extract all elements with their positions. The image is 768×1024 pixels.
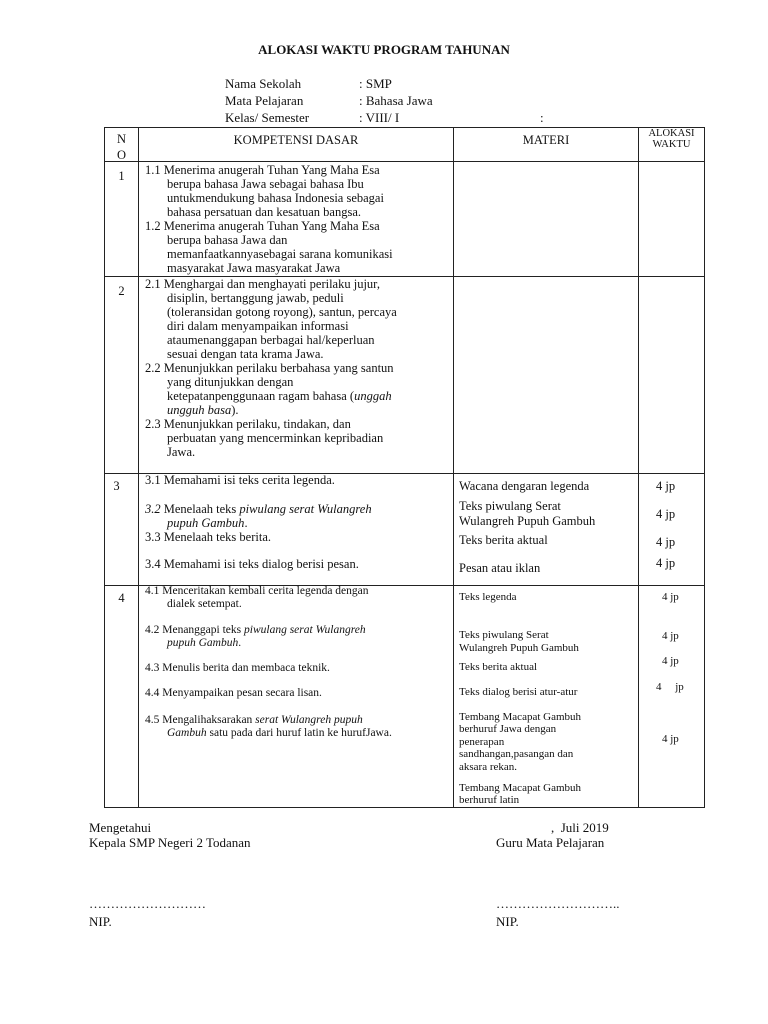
kd-line: berupa bahasa Jawa sebagai bahasa Ibu (167, 177, 364, 191)
kd-text: 4.5 Mengalihaksarakan (145, 714, 256, 726)
materi-item: Wulangreh Pupuh Gambuh (459, 642, 579, 654)
materi-line: Tembang Macapat Gambuh (459, 782, 582, 794)
kd-line: 1.2 Menerima anugerah Tuhan Yang Maha Esa (145, 219, 380, 233)
kd-line: perbuatan yang mencerminkan kepribadian (167, 431, 384, 445)
alokasi-value: 4 jp (656, 556, 676, 570)
kd-line (145, 624, 450, 637)
kd-line: ataumenanggapan berbagai hal/keperluan (167, 333, 375, 347)
kd-line (145, 502, 450, 530)
materi-line: berhuruf Jawa dengan (459, 723, 557, 736)
materi-item: Wulangreh Pupuh Gambuh (459, 514, 596, 528)
kd-line: sesuai dengan tata krama Jawa. (167, 347, 324, 361)
alokasi-value: 4 jp (662, 591, 679, 603)
kd-line: dialek setempat. (167, 597, 242, 610)
kd-line: 2.3 Menunjukkan perilaku, tindakan, dan (145, 417, 351, 431)
table-col-rule (453, 127, 454, 808)
kd-line (145, 714, 450, 727)
kd-line (145, 624, 450, 650)
signature-line-right: ……………………….. (496, 896, 620, 911)
row-number: 2 (118, 284, 125, 298)
table-border-bottom (104, 807, 705, 808)
page-title: ALOKASI WAKTU PROGRAM TAHUNAN (258, 42, 510, 57)
row1-kompetensi (145, 163, 450, 275)
kd-line (145, 637, 450, 650)
kd-line (145, 389, 452, 403)
row2-kompetensi (145, 277, 452, 459)
header-no-2: O (116, 148, 127, 162)
value-kelas: : VIII/ I (359, 110, 400, 125)
kd-text: satu pada dari huruf latin ke hurufJawa. (206, 726, 392, 739)
header-alokasi-1: ALOKASI (648, 128, 695, 139)
kd-italic: unggah (354, 389, 392, 403)
kd-italic: piwulang serat Wulangreh (244, 624, 366, 636)
kd-line: memanfaatkannyasebagai sarana komunikasi (167, 247, 393, 261)
kd-line: masyarakat Jawa masyarakat Jawa (167, 261, 341, 275)
kd-line: berupa bahasa Jawa dan (167, 233, 288, 247)
label-kelas: Kelas/ Semester (225, 110, 310, 125)
kd-line: 4.4 Menyampaikan pesan secara lisan. (145, 687, 322, 699)
row-number: 1 (118, 169, 125, 183)
alokasi-value: 4 jp (656, 479, 676, 493)
materi-item (459, 782, 637, 807)
kd-line: 3.1 Memahami isi teks cerita legenda. (145, 473, 335, 487)
kd-text: 4.2 Menanggapi teks (145, 624, 245, 636)
row-number: 4 (118, 591, 125, 605)
materi-line: aksara rekan. (459, 760, 518, 773)
kd-text: Menelaah teks (160, 502, 240, 516)
alokasi-value: 4 jp (656, 535, 676, 549)
header-alokasi-2: WAKTU (652, 139, 691, 150)
alokasi-value: 4 jp (662, 733, 679, 745)
row-number: 3 (113, 479, 120, 493)
materi-item: Teks piwulang Serat (459, 499, 561, 513)
kd-line: 3.3 Menelaah teks berita. (145, 530, 271, 544)
kd-line: 1.1 Menerima anugerah Tuhan Yang Maha Esa (145, 163, 380, 177)
kd-line: (toleransidan gotong royong), santun, percaya (167, 305, 397, 319)
materi-item (459, 711, 637, 773)
kd-line: 4.1 Menceritakan kembali cerita legenda dengan (145, 585, 369, 597)
kd-italic: 3.2 (145, 502, 161, 516)
kd-line (145, 727, 450, 740)
table-border-right (704, 127, 705, 808)
footer-guru: Guru Mata Pelajaran (496, 835, 605, 850)
footer-kepala: Kepala SMP Negeri 2 Todanan (89, 835, 251, 850)
table-col-rule (138, 127, 139, 808)
kd-line: diri dalam menyampaikan informasi (167, 319, 349, 333)
materi-item: Teks piwulang Serat (459, 629, 549, 641)
header-no-1: N (116, 132, 127, 146)
footer-date: , Juli 2019 (551, 820, 609, 835)
kd-line: 2.2 Menunjukkan perilaku berbahasa yang santun (145, 361, 394, 375)
kd-line (145, 585, 450, 611)
kd-line: 2.1 Menghargai dan menghayati perilaku jujur, (145, 277, 380, 291)
header-kompetensi-dasar: KOMPETENSI DASAR (233, 133, 359, 147)
kd-line: disiplin, bertanggung jawab, peduli (167, 291, 344, 305)
kd-line (145, 502, 450, 516)
kd-line: bahasa persatuan dan kesatuan bangsa. (167, 205, 362, 219)
kd-text: ). (231, 403, 239, 417)
nip-left: NIP. (89, 914, 112, 929)
kd-line (145, 714, 450, 740)
value-mapel: : Bahasa Jawa (359, 93, 433, 108)
materi-line: berhuruf latin (459, 794, 520, 807)
kd-italic: pupuh Gambuh (167, 516, 245, 530)
materi-item: Pesan atau iklan (459, 561, 541, 575)
kd-text: . (238, 636, 242, 649)
kd-text: . (244, 516, 248, 530)
materi-line: penerapan (459, 735, 505, 748)
kd-text: ketepatanpenggunaan ragam bahasa ( (167, 389, 355, 403)
table-border-top (104, 127, 705, 128)
value-sekolah: : SMP (359, 76, 392, 91)
nip-right: NIP. (496, 914, 519, 929)
alokasi-value: 4 jp (656, 681, 684, 693)
kd-line: Jawa. (167, 445, 196, 459)
kd-line: untukmendukung bahasa Indonesia sebagai (167, 191, 384, 205)
kd-italic: ungguh basa (167, 403, 232, 417)
kd-italic: serat Wulangreh pupuh (255, 714, 363, 726)
kd-italic: piwulang serat Wulangreh (239, 502, 372, 516)
header-materi: MATERI (522, 133, 570, 147)
label-sekolah: Nama Sekolah (225, 76, 302, 91)
materi-item: Teks legenda (459, 591, 517, 603)
materi-item: Teks berita aktual (459, 661, 538, 673)
value-kelas-extra: : (540, 110, 544, 125)
kd-line: 3.4 Memahami isi teks dialog berisi pesan. (145, 557, 359, 571)
table-col-rule (638, 127, 639, 808)
kd-italic: pupuh Gambuh (167, 636, 239, 649)
alokasi-value: 4 jp (656, 507, 676, 521)
table-border-left (104, 127, 105, 808)
materi-item: Wacana dengaran legenda (459, 479, 590, 493)
table-rule (104, 161, 705, 162)
materi-line: Tembang Macapat Gambuh (459, 711, 582, 723)
kd-italic: Gambuh (167, 726, 207, 739)
kd-line: 4.3 Menulis berita dan membaca teknik. (145, 662, 330, 674)
alokasi-value: 4 jp (662, 655, 679, 667)
kd-line (145, 403, 452, 417)
materi-item: Teks berita aktual (459, 533, 548, 547)
materi-line: sandhangan,pasangan dan (459, 748, 574, 761)
alokasi-value: 4 jp (662, 630, 679, 642)
footer-mengetahui: Mengetahui (89, 820, 152, 835)
kd-line: yang ditunjukkan dengan (167, 375, 294, 389)
label-mapel: Mata Pelajaran (225, 93, 304, 108)
kd-line (145, 516, 450, 530)
signature-line-left: ……………………… (89, 896, 206, 911)
materi-item: Teks dialog berisi atur-atur (459, 686, 578, 698)
